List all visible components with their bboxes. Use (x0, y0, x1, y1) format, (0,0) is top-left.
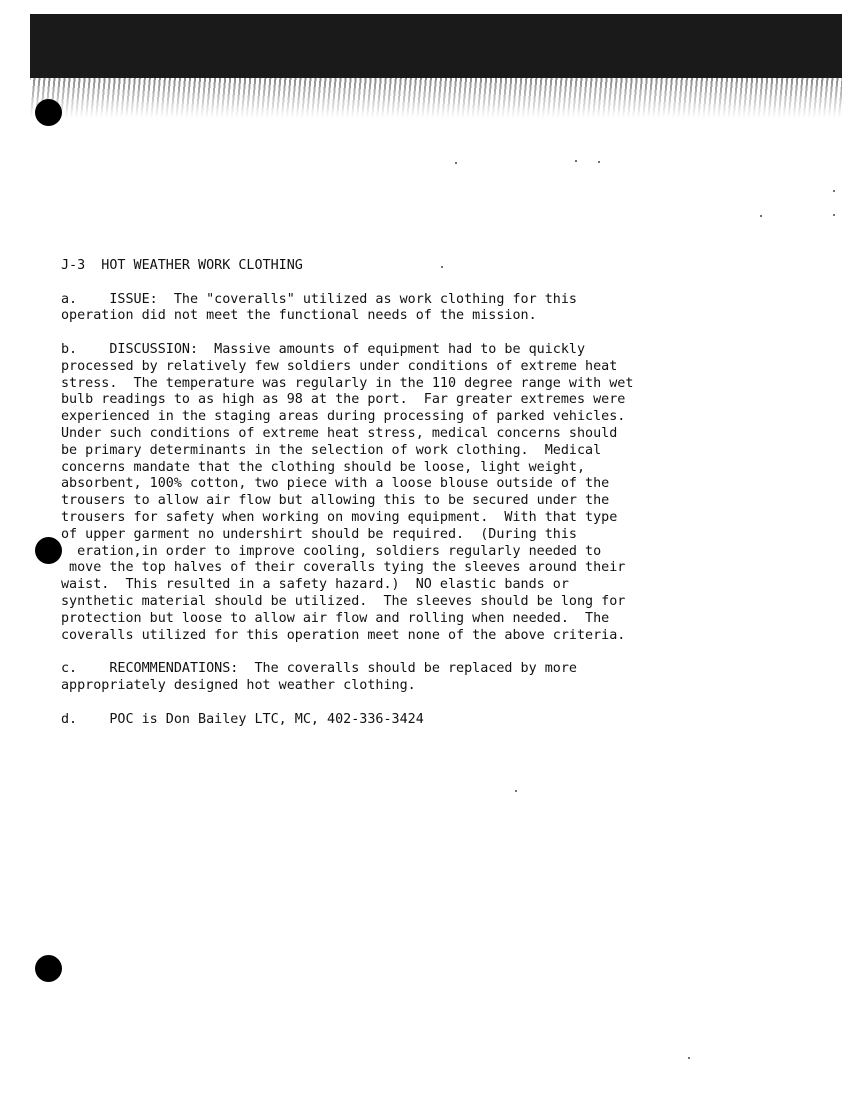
punch-hole-bottom (35, 955, 62, 982)
paragraph (61, 292, 781, 326)
paragraph (61, 661, 781, 695)
text-line: Under such conditions of extreme heat stress, medical concerns should (61, 425, 618, 441)
text-line: trousers for safety when working on moving equipment. With that type (61, 509, 618, 525)
scan-speck (575, 160, 577, 162)
scan-speck (515, 790, 517, 792)
text-line: trousers to allow air flow but allowing this to be secured under the (61, 493, 610, 509)
punch-hole-middle (35, 537, 62, 564)
scan-artifact-fringe (30, 60, 842, 118)
text-line: of upper garment no undershirt should be required. (During this (61, 526, 577, 542)
text-line: a. ISSUE: The "coveralls" utilized as work clothing for this (61, 291, 577, 307)
scan-speck (833, 190, 835, 192)
text-line: experienced in the staging areas during processing of parked vehicles. (61, 409, 626, 425)
text-line: stress. The temperature was regularly in the 110 degree range with wet (61, 375, 634, 391)
text-line: b. DISCUSSION: Massive amounts of equipment had to be quickly (61, 341, 586, 357)
text-line: protection but loose to allow air flow and rolling when needed. The (61, 610, 610, 626)
text-line: synthetic material should be utilized. The sleeves should be long for (61, 593, 626, 609)
scan-speck (455, 162, 457, 164)
text-line: appropriately designed hot weather clothing. (61, 677, 416, 693)
paragraph (61, 342, 781, 644)
text-line: concerns mandate that the clothing should be loose, light weight, (61, 459, 586, 475)
scan-speck (688, 1057, 690, 1059)
paragraph (61, 712, 781, 729)
scan-speck (760, 215, 762, 217)
text-line: bulb readings to as high as 98 at the port. Far greater extremes were (61, 392, 626, 408)
paragraphs (61, 292, 781, 729)
text-line: absorbent, 100% cotton, two piece with a loose blouse outside of the (61, 476, 610, 492)
punch-hole-top (35, 99, 62, 126)
text-line: coveralls utilized for this operation meet none of the above criteria. (61, 627, 626, 643)
text-line: d. POC is Don Bailey LTC, MC, 402-336-3424 (61, 711, 424, 727)
text-line: be primary determinants in the selection of work clothing. Medical (61, 442, 602, 458)
text-line: waist. This resulted in a safety hazard.) NO elastic bands or (61, 577, 569, 593)
text-line: eration,in order to improve cooling, soldiers regularly needed to (61, 543, 602, 559)
scan-speck (833, 214, 835, 216)
document-body (61, 258, 781, 728)
section-heading: J-3 HOT WEATHER WORK CLOTHING (61, 258, 303, 273)
text-line: processed by relatively few soldiers under conditions of extreme heat (61, 358, 618, 374)
text-line: operation did not meet the functional needs of the mission. (61, 308, 537, 324)
scan-speck (598, 161, 600, 163)
text-line: move the top halves of their coveralls tying the sleeves around their (61, 560, 626, 576)
text-line: c. RECOMMENDATIONS: The coveralls should be replaced by more (61, 661, 577, 677)
